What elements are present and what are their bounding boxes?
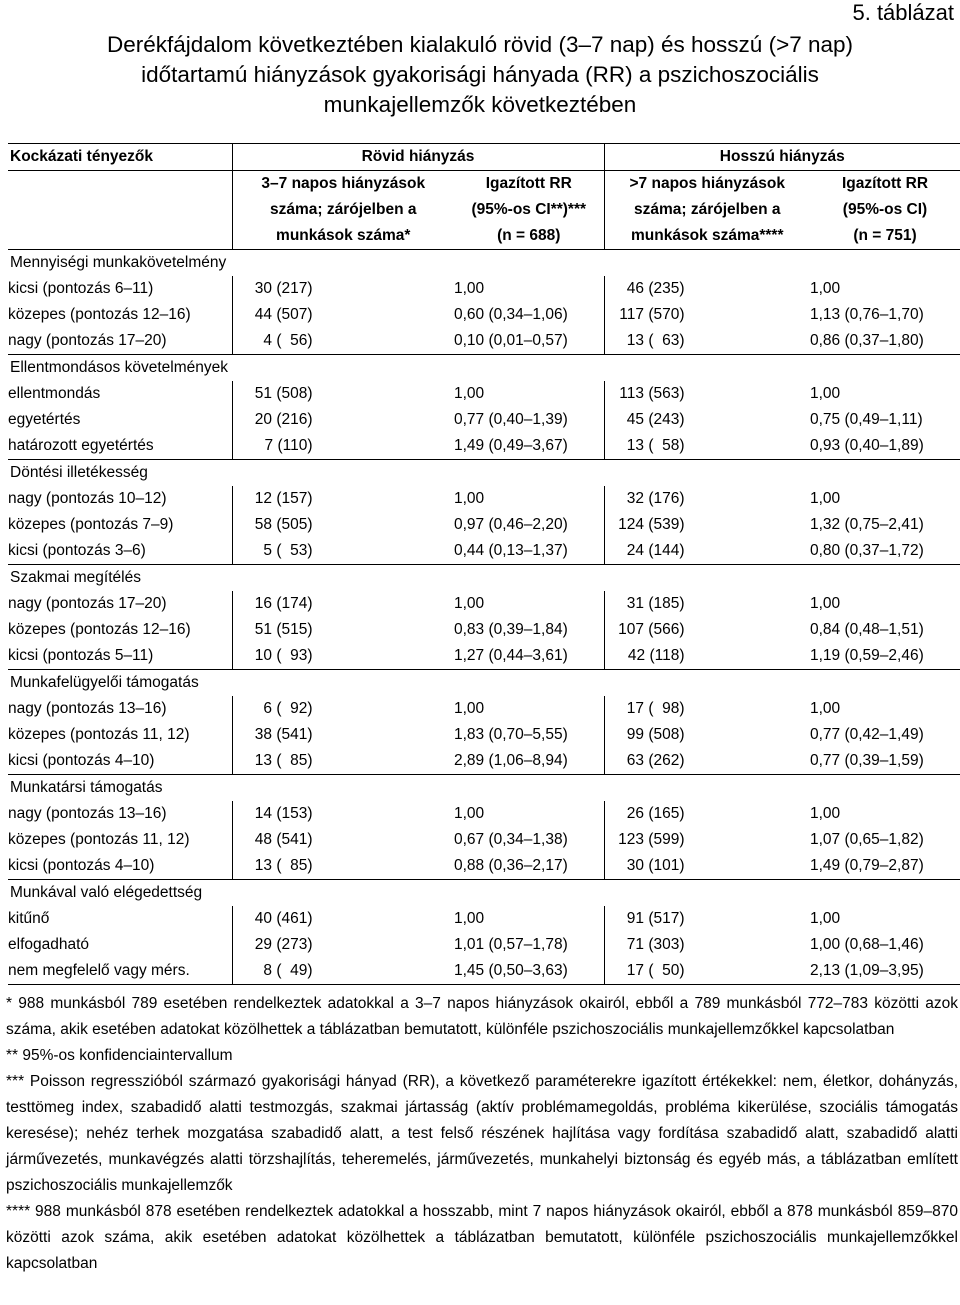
short-count-cell-value: 16 (174): [254, 595, 313, 612]
row-label: kicsi (pontozás 4–10): [8, 853, 232, 880]
long-rr-cell: 2,13 (1,09–3,95): [810, 958, 960, 985]
footnote: *** Poisson regresszióból származó gyakorisági hányad (RR), a következő paraméterekre igazított értékekkel: nem, életkor, dohányzás, testtömeg index, szabadidő alatti testmozgás, szakmai jártasság (aktív problémamegoldás, probléma kikerülése, szociális támogatás keresése); nehéz terhek mozgatása szabadidő alatt, a test felső részének hajlítása vagy fordítása szabadidő alatt, szabadidő alatti járművezetés, munkavégzés alatti törzshajlítás, teheremelés, járművezetés, munkahelyi biztonság és egyéb más, a táblázatban említett pszichoszociális munkajellemzők: [6, 1073, 958, 1194]
short-count-cell: [232, 302, 454, 328]
short-absence-header: Rövid hiányzás: [232, 144, 604, 171]
section-row: [8, 355, 960, 382]
title-line: munkajellemzők következtében: [323, 92, 637, 117]
short-rr-cell: 1,45 (0,50–3,63): [454, 958, 604, 985]
table-row: [8, 853, 960, 880]
long-count-cell-value: 91 (517): [626, 910, 685, 927]
table-number-label: 5. táblázat: [852, 0, 954, 25]
table-row: [8, 722, 960, 748]
long-count-cell-value: 107 (566): [618, 621, 685, 638]
data-table: [8, 143, 960, 985]
long-count-cell: [604, 696, 810, 722]
row-label: kicsi (pontozás 4–10): [8, 748, 232, 775]
row-label: elfogadható: [8, 932, 232, 958]
short-count-header: 3–7 napos hiányzások száma; zárójelben a munkások száma*: [232, 171, 454, 250]
section-title: Szakmai megítélés: [8, 565, 960, 592]
table-row: [8, 328, 960, 355]
short-count-cell: [232, 381, 454, 407]
section-row: [8, 460, 960, 487]
short-count-cell: [232, 486, 454, 512]
long-count-cell: [604, 538, 810, 565]
section-row: [8, 565, 960, 592]
short-rr-cell: 1,00: [454, 906, 604, 932]
short-count-cell: [232, 827, 454, 853]
section-row: [8, 880, 960, 907]
short-count-cell-value: 20 (216): [254, 411, 313, 428]
long-rr-cell: 0,75 (0,49–1,11): [810, 411, 923, 428]
long-rr-cell: 1,00: [810, 595, 841, 612]
short-rr-cell: 1,00: [454, 696, 604, 722]
section-title: Munkafelügyelői támogatás: [8, 670, 960, 697]
table-row: [8, 512, 960, 538]
short-count-cell: [232, 932, 454, 958]
table-row: [8, 906, 960, 932]
long-rr-cell: 1,00: [810, 280, 841, 297]
long-count-cell: [604, 906, 810, 932]
long-count-cell: [604, 512, 810, 538]
short-rr-cell: 0,44 (0,13–1,37): [454, 538, 604, 565]
short-count-cell: [232, 328, 454, 355]
short-rr-cell: 1,27 (0,44–3,61): [454, 643, 604, 670]
long-rr-cell: 1,32 (0,75–2,41): [810, 516, 924, 533]
short-count-cell-value: 48 (541): [254, 831, 313, 848]
long-rr-cell: 1,00: [810, 805, 841, 822]
row-label: nagy (pontozás 17–20): [8, 328, 232, 355]
short-rr-cell: 1,00: [454, 801, 604, 827]
section-row: [8, 670, 960, 697]
row-label: nagy (pontozás 13–16): [8, 696, 232, 722]
footnotes: [6, 991, 958, 1277]
long-count-cell-value: 30 (101): [626, 857, 685, 874]
short-count-cell-value: 12 (157): [254, 490, 313, 507]
table-row: [8, 276, 960, 302]
long-count-cell: [604, 407, 810, 433]
table-row: [8, 302, 960, 328]
short-rr-cell: 0,97 (0,46–2,20): [454, 512, 604, 538]
short-count-cell: [232, 853, 454, 880]
short-rr-cell: 1,49 (0,49–3,67): [454, 433, 604, 460]
row-label: nem megfelelő vagy mérs.: [8, 958, 232, 985]
long-rr-cell: 1,00: [810, 385, 841, 402]
long-count-cell-value: 117 (570): [619, 306, 685, 323]
row-label: közepes (pontozás 7–9): [8, 512, 232, 538]
long-rr-cell: 1,49 (0,79–2,87): [810, 857, 924, 874]
table-row: [8, 538, 960, 565]
long-rr-cell: 0,86 (0,37–1,80): [810, 332, 924, 349]
long-count-cell-value: 123 (599): [618, 831, 685, 848]
long-count-cell: [604, 958, 810, 985]
table-row: [8, 748, 960, 775]
long-count-cell-value: 99 (508): [626, 726, 685, 743]
long-count-cell-value: 113 (563): [619, 385, 685, 402]
long-count-cell: [604, 722, 810, 748]
short-count-cell-value: 10 ( 93): [254, 647, 313, 664]
long-count-cell-value: 13 ( 58): [626, 437, 685, 454]
short-count-cell-value: 8 ( 49): [263, 962, 313, 979]
long-rr-cell: 1,00: [810, 700, 841, 717]
short-count-cell-value: 4 ( 56): [263, 332, 313, 349]
long-count-cell: [604, 617, 810, 643]
long-rr-cell: 1,13 (0,76–1,70): [810, 306, 924, 323]
long-count-cell-value: 17 ( 98): [626, 700, 685, 717]
section-row: [8, 775, 960, 802]
long-rr-cell: 1,19 (0,59–2,46): [810, 647, 924, 664]
short-rr-cell: 1,00: [454, 591, 604, 617]
short-rr-cell: 2,89 (1,06–8,94): [454, 748, 604, 775]
table-body: [8, 250, 960, 985]
row-label: közepes (pontozás 11, 12): [8, 827, 232, 853]
long-absence-header: Hosszú hiányzás: [604, 144, 960, 171]
short-count-cell: [232, 617, 454, 643]
section-title: Ellentmondásos követelmények: [8, 355, 960, 382]
short-rr-cell: 0,83 (0,39–1,84): [454, 617, 604, 643]
long-count-cell-value: 26 (165): [626, 805, 685, 822]
short-count-cell-value: 29 (273): [254, 936, 313, 953]
short-count-cell-value: 44 (507): [254, 306, 313, 323]
long-count-cell-value: 24 (144): [626, 542, 685, 559]
long-rr-cell: 0,93 (0,40–1,89): [810, 437, 924, 454]
short-count-cell: [232, 512, 454, 538]
short-count-cell-value: 13 ( 85): [254, 857, 313, 874]
section-title: Munkatársi támogatás: [8, 775, 960, 802]
table-row: [8, 827, 960, 853]
short-count-cell: [232, 748, 454, 775]
long-count-cell: [604, 433, 810, 460]
long-count-cell: [604, 801, 810, 827]
short-count-cell: [232, 958, 454, 985]
table-row: [8, 696, 960, 722]
long-count-cell-value: 71 (303): [626, 936, 685, 953]
short-rr-header: Igazított RR (95%-os CI**)*** (n = 688): [454, 171, 604, 250]
long-count-cell-value: 46 (235): [626, 280, 685, 297]
long-count-cell-value: 45 (243): [626, 411, 685, 428]
short-count-cell-value: 13 ( 85): [254, 752, 313, 769]
risk-factors-header: Kockázati tényezők: [8, 144, 232, 171]
long-rr-header: Igazított RR (95%-os CI) (n = 751): [810, 171, 960, 250]
long-count-cell: [604, 591, 810, 617]
short-count-cell: [232, 276, 454, 302]
table-row: [8, 643, 960, 670]
long-rr-cell: 1,00: [810, 490, 841, 507]
row-label: nagy (pontozás 17–20): [8, 591, 232, 617]
short-count-cell: [232, 722, 454, 748]
long-count-cell: [604, 932, 810, 958]
long-count-header: >7 napos hiányzások száma; zárójelben a munkások száma****: [604, 171, 810, 250]
title-line: időtartamú hiányzások gyakorisági hányada (RR) a pszichoszociális: [141, 62, 819, 87]
long-count-cell: [604, 748, 810, 775]
table-row: [8, 932, 960, 958]
row-label: határozott egyetértés: [8, 433, 232, 460]
row-label: közepes (pontozás 12–16): [8, 617, 232, 643]
short-count-cell: [232, 696, 454, 722]
short-rr-cell: 0,67 (0,34–1,38): [454, 827, 604, 853]
short-count-cell-value: 5 ( 53): [263, 542, 313, 559]
table-row: [8, 407, 960, 433]
long-rr-cell: 0,80 (0,37–1,72): [810, 542, 924, 559]
short-count-cell: [232, 801, 454, 827]
row-label: kicsi (pontozás 6–11): [8, 276, 232, 302]
table-row: [8, 381, 960, 407]
footnote: * 988 munkásból 789 esetében rendelkeztek adatokkal a 3–7 napos hiányzások okairól, ebből a 789 munkásból 772–783 közötti azok száma, akik esetében adatokat közölhettek a táblázatban bemutatott, különféle pszichoszociális munkajellemzőkkel kapcsolatban: [6, 995, 958, 1038]
short-count-cell-value: 51 (515): [254, 621, 313, 638]
table-row: [8, 591, 960, 617]
section-title: Döntési illetékesség: [8, 460, 960, 487]
title-line: Derékfájdalom következtében kialakuló rövid (3–7 nap) és hosszú (>7 nap): [106, 32, 854, 57]
short-count-cell: [232, 433, 454, 460]
short-rr-cell: 1,01 (0,57–1,78): [454, 932, 604, 958]
row-label: nagy (pontozás 13–16): [8, 801, 232, 827]
table-title: [0, 30, 960, 120]
section-row: [8, 250, 960, 277]
long-rr-cell: 1,00: [810, 910, 841, 927]
long-count-cell: [604, 853, 810, 880]
row-label: kicsi (pontozás 3–6): [8, 538, 232, 565]
long-rr-cell: 1,07 (0,65–1,82): [810, 831, 924, 848]
long-rr-cell: 1,00 (0,68–1,46): [810, 936, 924, 953]
short-count-cell: [232, 407, 454, 433]
row-label: közepes (pontozás 11, 12): [8, 722, 232, 748]
long-count-cell-value: 42 (118): [627, 647, 685, 664]
long-rr-cell: 0,77 (0,39–1,59): [810, 752, 924, 769]
short-count-cell: [232, 643, 454, 670]
long-count-cell-value: 17 ( 50): [626, 962, 685, 979]
row-label: ellentmondás: [8, 381, 232, 407]
long-rr-cell: 0,84 (0,48–1,51): [810, 621, 924, 638]
table-row: [8, 958, 960, 985]
short-rr-cell: 0,60 (0,34–1,06): [454, 302, 604, 328]
long-count-cell-value: 32 (176): [626, 490, 685, 507]
long-count-cell-value: 63 (262): [626, 752, 685, 769]
short-rr-cell: 0,88 (0,36–2,17): [454, 853, 604, 880]
long-count-cell-value: 124 (539): [618, 516, 685, 533]
short-rr-cell: 1,83 (0,70–5,55): [454, 722, 604, 748]
short-rr-cell: 1,00: [454, 276, 604, 302]
long-count-cell: [604, 328, 810, 355]
short-rr-cell: 1,00: [454, 486, 604, 512]
table-row: [8, 801, 960, 827]
short-count-cell-value: 51 (508): [254, 385, 313, 402]
section-title: Mennyiségi munkakövetelmény: [8, 250, 960, 277]
short-count-cell-value: 38 (541): [254, 726, 313, 743]
long-count-cell: [604, 381, 810, 407]
long-count-cell: [604, 643, 810, 670]
row-label: közepes (pontozás 12–16): [8, 302, 232, 328]
section-title: Munkával való elégedettség: [8, 880, 960, 907]
header-blank-cell: [8, 171, 232, 250]
footnote: ** 95%-os konfidenciaintervallum: [6, 1047, 233, 1064]
short-rr-cell: 0,77 (0,40–1,39): [454, 407, 604, 433]
short-count-cell: [232, 906, 454, 932]
row-label: kitűnő: [8, 906, 232, 932]
long-rr-cell: 0,77 (0,42–1,49): [810, 726, 924, 743]
long-count-cell-value: 13 ( 63): [626, 332, 685, 349]
long-count-cell-value: 31 (185): [626, 595, 685, 612]
row-label: kicsi (pontozás 5–11): [8, 643, 232, 670]
short-count-cell-value: 14 (153): [254, 805, 313, 822]
short-count-cell-value: 40 (461): [254, 910, 313, 927]
row-label: egyetértés: [8, 407, 232, 433]
short-count-cell-value: 6 ( 92): [263, 700, 313, 717]
long-count-cell: [604, 276, 810, 302]
row-label: nagy (pontozás 10–12): [8, 486, 232, 512]
long-count-cell: [604, 827, 810, 853]
footnote: **** 988 munkásból 878 esetében rendelkeztek adatokkal a hosszabb, mint 7 napos hiányzások okairól, ebből a 878 munkásból 859–870 közötti azok száma, akik esetében adatokat közölhettek a táblázatban bemutatott, különféle pszichoszociális munkajellemzőkkel kapcsolatban: [6, 1203, 958, 1272]
short-count-cell: [232, 591, 454, 617]
short-count-cell-value: 30 (217): [254, 280, 313, 297]
long-count-cell: [604, 486, 810, 512]
short-count-cell: [232, 538, 454, 565]
table-row: [8, 433, 960, 460]
short-rr-cell: 1,00: [454, 381, 604, 407]
table-row: [8, 617, 960, 643]
table-row: [8, 486, 960, 512]
short-rr-cell: 0,10 (0,01–0,57): [454, 328, 604, 355]
short-count-cell-value: 58 (505): [254, 516, 313, 533]
long-count-cell: [604, 302, 810, 328]
short-count-cell-value: 7 (110): [264, 437, 313, 454]
